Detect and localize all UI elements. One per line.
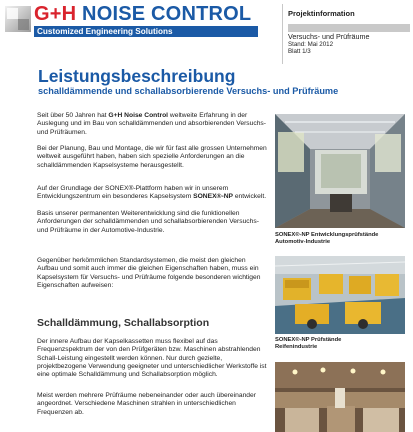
page-subtitle: schalldämmende und schallabsorbierende Versuchs- und Prüfräume (38, 86, 339, 96)
caption-automotive (275, 232, 410, 246)
caption-line: SONEX®-NP Prüfstände (275, 337, 342, 343)
caption-line: SONEX®-NP Entwicklungsprüfstände (275, 232, 379, 238)
brand-noise-control: NOISE CONTROL (82, 3, 252, 25)
caption-line: Automotiv-Industrie (275, 239, 331, 245)
photo-automotive-test-benches (275, 114, 405, 228)
logo-icon (5, 6, 31, 32)
paragraph-text: entwickelt. (232, 193, 267, 201)
doc-sheet: Blatt 1/3 (288, 48, 311, 55)
paragraph-text: Auf der Grundlage der SONEX®-Plattform haben wir in unserem Entwicklungszentrum ein besonderes Kapselsystem (37, 185, 229, 201)
header-divider (282, 4, 283, 64)
section-heading: Schalldämmung, Schallabsorption (37, 317, 210, 329)
doc-title: Versuchs- und Prüfräume (288, 32, 370, 41)
paragraph-requirements: Gegenüber herkömmlichen Standardsystemen, die meist den gleichen Aufbau und somit auch immer die gleichen Eigenschaften haben, muss ein Kapselsystem für Versuchs- und Prüfräume folgende besonderen wichtigen Eigenschaften aufweisen: (37, 257, 261, 289)
doc-stand: Stand: Mai 2012 (288, 41, 334, 48)
caption-tire (275, 337, 410, 351)
brand-gh: G+H (34, 3, 77, 25)
paragraph-basis: Basis unserer permanenten Weiterentwicklung sind die funktionellen Anforderungen der schalldämmenden und schallabsorbierenden Versuchs- und Prüfräume in der Automotive-Industrie. (37, 210, 259, 234)
paragraph-arrangement: Meist werden mehrere Prüfräume nebeneinander oder auch übereinander angeordnet. Verschiedene Maschinen strahlen in unterschiedlichen Frequenzen ab. (37, 392, 256, 416)
paragraph-planning: Bei der Planung, Bau und Montage, die wir für fast alle grossen Unternehmen weltweit ausgeführt haben, haben sich spezielle Anforderungen an die schalldämmenden Kapselsysteme herausgestellt. (37, 145, 267, 169)
paragraph-text: weltweite Erfahrung in der Auslegung und im Bau von schalldämmenden und absorbierenden Versuchs- und Prüfräumen. (37, 112, 267, 136)
brand-tagline: Customized Engineering Solutions (34, 26, 258, 37)
product-name: SONEX®-NP (193, 193, 233, 201)
caption-line: Reifenindustrie (275, 344, 318, 350)
doc-type: Projektinformation (288, 9, 355, 18)
page-title: Leistungsbeschreibung (38, 66, 236, 86)
header-meta (288, 33, 370, 55)
photo-test-hall (275, 362, 405, 432)
brand-name (34, 3, 251, 25)
paragraph-text: Seit über 50 Jahren hat (37, 112, 109, 119)
company-name: G+H Noise Control (108, 112, 169, 119)
paragraph-structure: Der innere Aufbau der Kapselkassetten muss flexibel auf das Frequenzspektrum der von den Prüfgeräten bzw. Maschinen abstrahlenden Schall-Leistung eingestellt werden können. Nur durch gezielte, projektbezogene Verwendung geeigneter und unterschiedlicher Werkstoffe ist eine optimale Schalldämmung und Schallabsorption möglich. (37, 338, 267, 379)
paragraph-sonex (37, 185, 267, 202)
header-grey-bar (288, 24, 410, 32)
paragraph-intro (37, 112, 267, 137)
photo-tire-test-benches (275, 256, 405, 334)
